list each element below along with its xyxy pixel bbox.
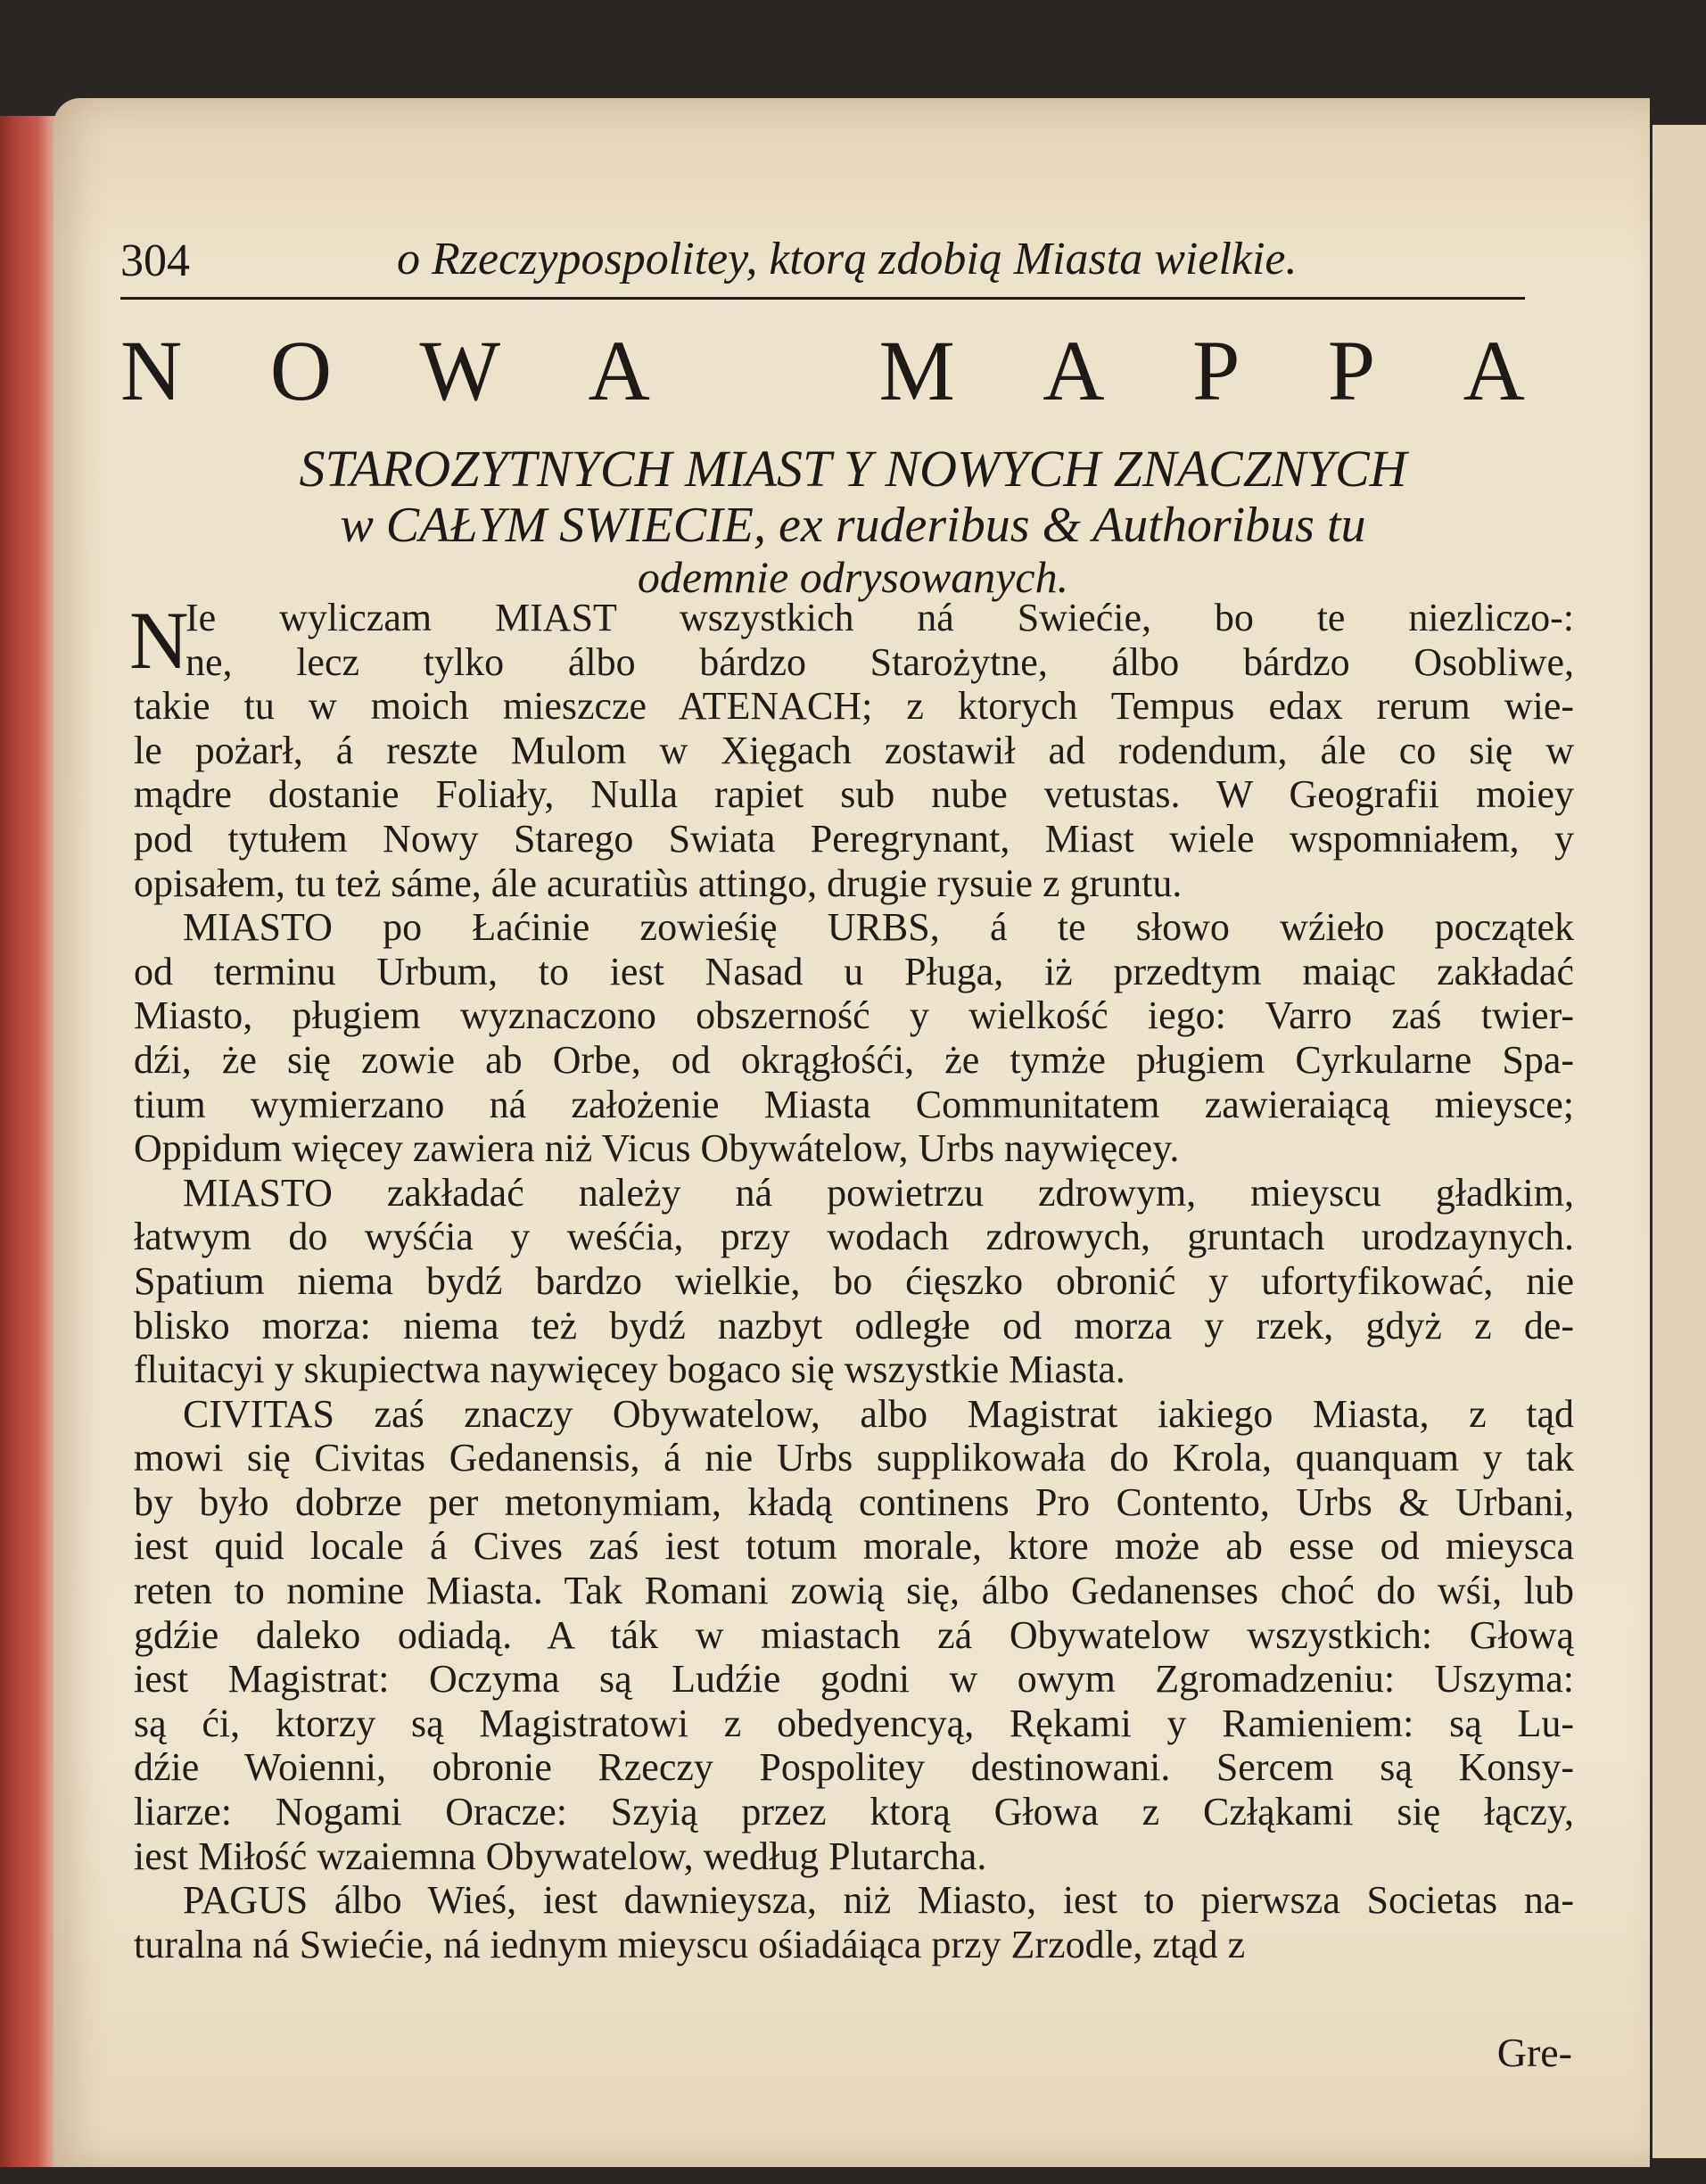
text-line: Oppidum więcey zawiera niż Vicus Obywátelow, Urbs naywięcey.: [134, 1126, 1180, 1171]
running-header: [120, 227, 1525, 300]
page-number: 304: [120, 235, 190, 286]
title-letter: A: [1043, 322, 1105, 418]
next-page-edge: [1652, 125, 1706, 2158]
text-line: le pożarł, á reszte Mulom w Xięgach zostawił ad rodendum, ále co się w: [134, 728, 1574, 772]
main-title: [120, 317, 1525, 424]
text-line: pod tytułem Nowy Starego Swiata Peregrynant, Miast wiele wspomniałem, y: [134, 816, 1574, 861]
text-line: mądre dostanie Foliały, Nulla rapiet sub nube vetustas. W Geografii moiey: [134, 772, 1574, 817]
subtitle-line-1: STAROZYTNYCH MIAST Y NOWYCH ZNACZNYCH: [299, 440, 1407, 498]
subtitle-line-2: w CAŁYM SWIECIE, ex ruderibus & Authoribus tu: [340, 498, 1366, 553]
text-line: MIASTO po Łaćinie zowieśię URBS, á te słowo wźieło początek: [183, 905, 1574, 950]
text-line: dźie Woienni, obronie Rzeczy Pospolitey destinowani. Sercem są Konsy-: [134, 1745, 1574, 1790]
text-line: turalna ná Swiećie, ná iednym mieyscu ośiadáiąca przy Zrzodle, ztąd z: [134, 1922, 1246, 1966]
text-line: iest quid locale á Cives zaś iest totum morale, ktore może ab esse od mieysca: [134, 1524, 1574, 1569]
text-line: dźi, że się zowie ab Orbe, od okrągłośći, że tymże pługiem Cyrkularne Spa-: [134, 1037, 1574, 1082]
text-line: CIVITAS zaś znaczy Obywatelow, albo Magistrat iakiego Miasta, z tąd: [183, 1391, 1574, 1436]
text-line: łatwym do wyśćia y weśćia, przy wodach zdrowych, gruntach urodzaynych.: [134, 1215, 1574, 1259]
text-line: od terminu Urbum, to iest Nasad u Pługa, iż przedtym maiąc zakładać: [134, 949, 1574, 993]
text-line: Miasto, pługiem wyznaczono obszerność y wielkość iego: Varro zaś twier-: [134, 993, 1574, 1038]
text-line: są ći, ktorzy są Magistratowi z obedyencyą, Rękami y Ramieniem: są Lu-: [134, 1701, 1574, 1745]
title-letter: W: [419, 322, 501, 418]
text-line: liarze: Nogami Oracze: Szyią przez ktorą Głowa z Człąkami się łączy,: [134, 1790, 1574, 1834]
text-line: MIASTO zakładać należy ná powietrzu zdrowym, mieyscu gładkim,: [183, 1170, 1574, 1215]
text-line: reten to nomine Miasta. Tak Romani zowią się, álbo Gedanenses choć do wśi, lub: [134, 1569, 1574, 1613]
title-letter: M: [878, 322, 955, 418]
text-line: iest Miłość wzaiemna Obywatelow, według Plutarcha.: [134, 1834, 987, 1878]
title-letter: P: [1192, 322, 1240, 418]
text-line: mowi się Civitas Gedanensis, á nie Urbs supplikowała do Krola, quanquam y tak: [134, 1436, 1574, 1480]
title-letter: O: [269, 322, 333, 418]
text-line: tium wymierzano ná założenie Miasta Communitatem zawieraiącą mieysce;: [134, 1082, 1574, 1126]
title-letter: N: [120, 322, 183, 418]
drop-cap: N: [129, 595, 189, 686]
text-line: PAGUS álbo Wieś, iest dawnieysza, niż Miasto, iest to pierwsza Societas na-: [183, 1878, 1574, 1923]
title-letter: A: [1463, 322, 1525, 418]
body-text: [134, 596, 1574, 1966]
text-line: fluitacyi y skupiectwa naywięcey bogaco się wszystkie Miasta.: [134, 1347, 1125, 1392]
text-line: Spatium niema bydź bardzo wielkie, bo ćięszko obronić y ufortyfikować, nie: [134, 1258, 1574, 1303]
text-line: gdźie daleko odiadą. A ták w miastach zá Obywatelow wszystkich: Głową: [134, 1612, 1574, 1657]
text-line: takie tu w moich mieszcze ATENACH; z ktorych Tempus edax rerum wie-: [134, 684, 1574, 729]
text-line: opisałem, tu też sáme, ále acuratiùs attingo, drugie rysuie z gruntu.: [134, 861, 1183, 905]
title-letter: P: [1327, 322, 1376, 418]
text-line: by było dobrze per metonymiam, kładą continens Pro Contento, Urbs & Urbani,: [134, 1479, 1574, 1524]
title-letter: A: [588, 322, 650, 418]
subtitle-line-3: odemnie odrysowanych.: [637, 552, 1069, 602]
text-line: blisko morza: niema też bydź nazbyt odległe od morza y rzek, gdyż z de-: [134, 1303, 1574, 1347]
text-line: ne, lecz tylko álbo bárdzo Starożytne, álbo bárdzo Osobliwe,: [185, 639, 1574, 684]
running-title: o Rzeczypospolitey, ktorą zdobią Miasta wielkie.: [397, 234, 1298, 284]
text-line: iest Magistrat: Oczyma są Ludźie godni w owym Zgromadzeniu: Uszyma:: [134, 1657, 1574, 1702]
catchword: Gre-: [1496, 2030, 1572, 2075]
text-line: Ie wyliczam MIAST wszystkich ná Swiećie, bo te niezliczo-:: [185, 596, 1574, 639]
